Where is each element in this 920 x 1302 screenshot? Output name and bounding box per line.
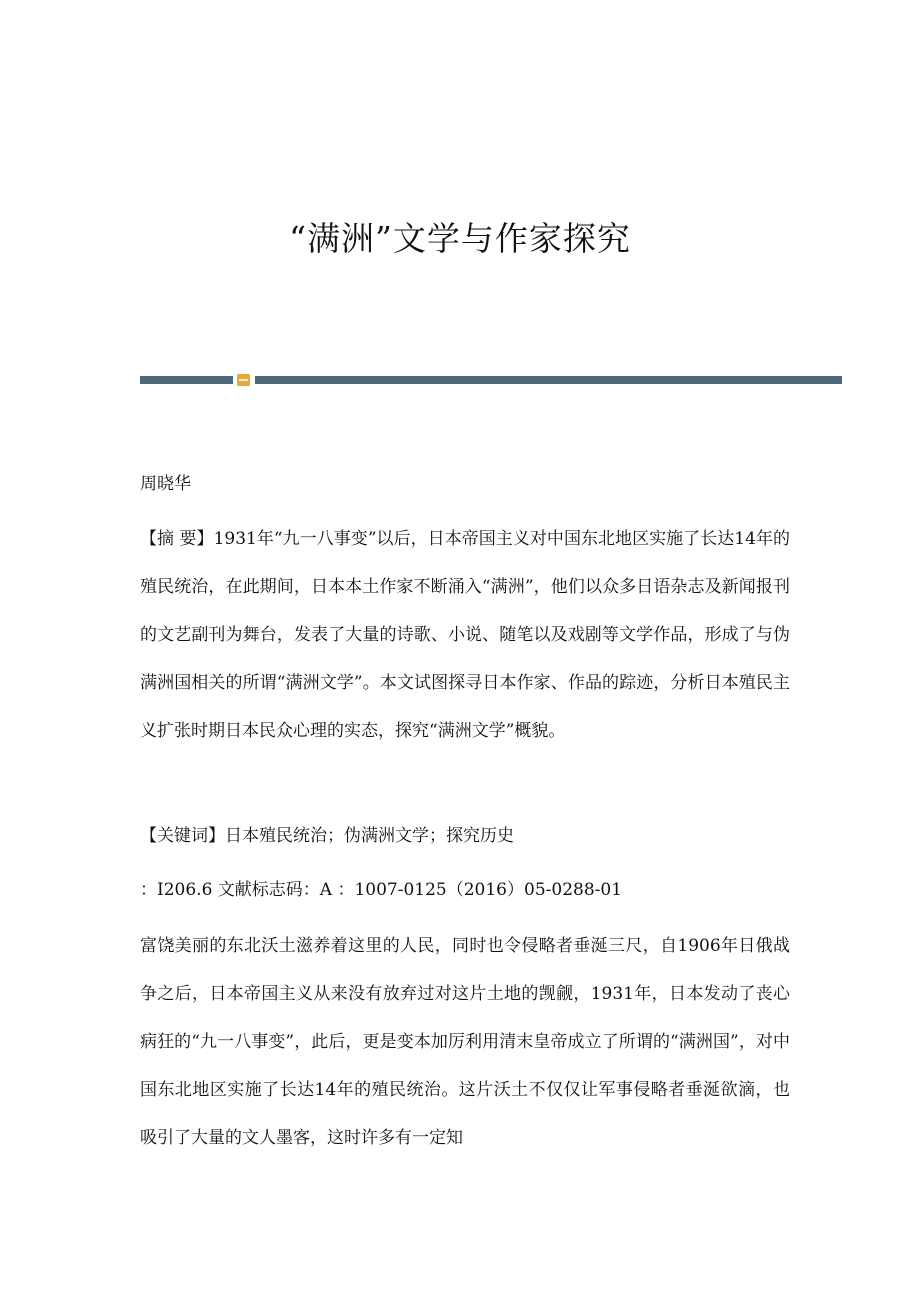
classification-line: ：I206.6 文献标志码：A ：1007-0125（2016）05-0288-01 (140, 880, 623, 900)
abstract-text: 1931年“九一八事变”以后，日本帝国主义对中国东北地区实施了长达14年的殖民统治，在此期间，日本本土作家不断涌入“满洲”，他们以众多日语杂志及新闻报刊的文艺副刊为舞台，发表了大量的诗歌、小说、随笔以及戏剧等文学作品，形成了与伪满洲国相关的所谓“满洲文学”。本文试图探寻日本作家、作品的踪迹，分析日本殖民主义扩张时期日本民众心理的实态，探究“满洲文学”概貌。 (140, 529, 791, 741)
keywords-text: 日本殖民统治；伪满洲文学；探究历史 (225, 826, 514, 846)
divider-ornament-icon (237, 374, 250, 386)
abstract-paragraph (140, 515, 790, 755)
title-divider (140, 374, 842, 386)
divider-bar-right (255, 376, 842, 384)
keywords-label: 【关键词】 (140, 826, 225, 846)
divider-bar-left (140, 376, 233, 384)
abstract-label: 【摘 要】 (140, 529, 214, 549)
body-paragraph: 富饶美丽的东北沃土滋养着这里的人民，同时也令侵略者垂涎三尺，自1906年日俄战争之后，日本帝国主义从来没有放弃过对这片土地的觊觎，1931年，日本发动了丧心病狂的“九一八事变”，此后，更是变本加厉利用清末皇帝成立了所谓的“满洲国”，对中国东北地区实施了长达14年的殖民统治。这片沃土不仅仅让军事侵略者垂涎欲滴，也吸引了大量的文人墨客，这时许多有一定知 (140, 936, 790, 1148)
keywords-paragraph (140, 812, 790, 860)
document-title: “满洲”文学与作家探究 (289, 219, 631, 258)
author-name: 周晓华 (140, 474, 191, 494)
